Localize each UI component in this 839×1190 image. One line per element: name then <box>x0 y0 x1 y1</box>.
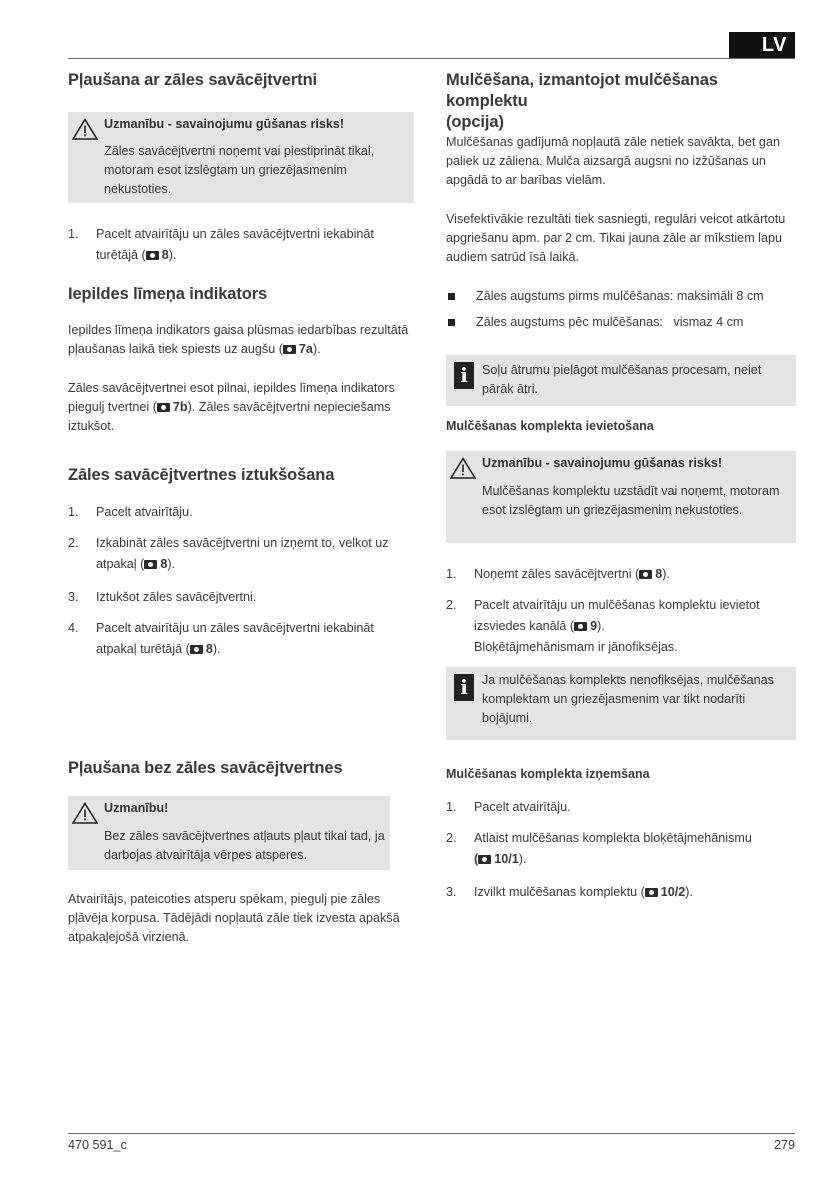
section-title-emptying: Zāles savācējtvertnes iztukšošana <box>68 466 335 484</box>
warning-triangle-icon <box>450 457 476 479</box>
paragraph: Iepildes līmeņa indikators gaisa plūsmas iedarbības rezultātā pļaušanas laikā tiek spiests uz augšu ( 7a). <box>68 323 409 356</box>
warning-box <box>446 451 796 543</box>
section-title-mowing-with-catcher: Pļaušana ar zāles savācējtvertni <box>68 71 318 89</box>
camera-icon <box>157 403 170 412</box>
camera-icon <box>144 560 157 569</box>
bullet-square <box>448 319 455 326</box>
section-title-mulching: Mulčēšana, izmantojot mulčēšanas komplektu (opcija) <box>446 71 718 131</box>
page-number: 279 <box>773 1138 795 1152</box>
document-id: 470 591_c <box>68 1138 127 1152</box>
section-title-insert-kit: Mulčēšanas komplekta ievietošana <box>446 419 654 433</box>
warning-box <box>68 796 390 870</box>
warning-triangle-icon <box>72 118 98 140</box>
camera-icon <box>283 345 296 354</box>
bullet-square <box>448 293 455 300</box>
paragraph: Mulčēšanas gadījumā nopļautā zāle netiek savākta, bet gan paliek uz zāliena. Mulča aizsargā augsni no izžūšanas un apgādā to ar barības vielām. <box>446 135 780 187</box>
warning-text: Bez zāles savācējtvertnes atļauts pļaut tikai tad, ja darbojas atvairītāja vērpes atsperes. <box>104 829 385 862</box>
warning-title: Uzmanību - savainojumu gūšanas risks! <box>482 456 723 470</box>
warning-text: Zāles savācējtvertni noņemt vai piestiprināt tikai, motoram esot izslēgtam un griezējasmenim nekustoties. <box>104 144 375 196</box>
camera-icon <box>146 251 159 260</box>
camera-icon <box>645 888 658 897</box>
bullet-text: Zāles augstums pēc mulčēšanas: vismaz 4 cm <box>476 315 744 329</box>
section-title-fill-indicator: Iepildes līmeņa indikators <box>68 285 268 303</box>
info-box <box>446 355 796 406</box>
info-text: Soļu ātrumu pielāgot mulčēšanas procesam, neiet pārāk ātri. <box>482 363 762 396</box>
camera-icon <box>639 570 652 579</box>
info-icon: i <box>454 362 474 389</box>
footer-rule <box>68 1133 795 1134</box>
info-icon: i <box>454 674 474 701</box>
list-number: 1. <box>68 227 79 241</box>
section-title-remove-kit: Mulčēšanas komplekta izņemšana <box>446 767 650 781</box>
section-title-mowing-without-catcher: Pļaušana bez zāles savācējtvertnes <box>68 759 343 777</box>
info-text: Ja mulčēšanas komplekts nenofiksējas, mulčēšanas komplektam un griezējasmenim var tikt nodarīti bojājumi. <box>482 673 774 725</box>
header-rule <box>68 58 795 59</box>
warning-box <box>68 112 414 203</box>
warning-title: Uzmanību - savainojumu gūšanas risks! <box>104 117 345 131</box>
warning-title: Uzmanību! <box>104 801 169 815</box>
camera-icon <box>478 855 491 864</box>
warning-triangle-icon <box>72 802 98 824</box>
camera-icon <box>190 645 203 654</box>
language-badge: LV <box>729 32 795 59</box>
paragraph: Atvairītājs, pateicoties atsperu spēkam, piegulj pie zāles pļāvēja korpusa. Tādējādi nopļautā zāle tiek izvesta apakšā atpakaļejošā virzienā. <box>68 892 400 944</box>
info-box <box>446 667 796 740</box>
paragraph: Zāles savācējtvertnei esot pilnai, iepildes līmeņa indikators piegulj tvertnei ( 7b). Zāles savācējtvertni nepieciešams iztukšot. <box>68 381 395 433</box>
camera-icon <box>574 622 587 631</box>
warning-text: Mulčēšanas komplektu uzstādīt vai noņemt, motoram esot izslēgtam un griezējasmenim nekustoties. <box>482 484 780 517</box>
list-text: Pacelt atvairītāju un zāles savācējtvertni iekabināt turētājā ( 8). <box>96 227 374 262</box>
paragraph: Visefektīvākie rezultāti tiek sasniegti, regulāri veicot atkārtotu apgriešanu apm. par 2 cm. Tikai jauna zāle ar mīkstiem lapu audiem satrūd īsā laikā. <box>446 212 786 264</box>
bullet-text: Zāles augstums pirms mulčēšanas: maksimāli 8 cm <box>476 289 764 303</box>
